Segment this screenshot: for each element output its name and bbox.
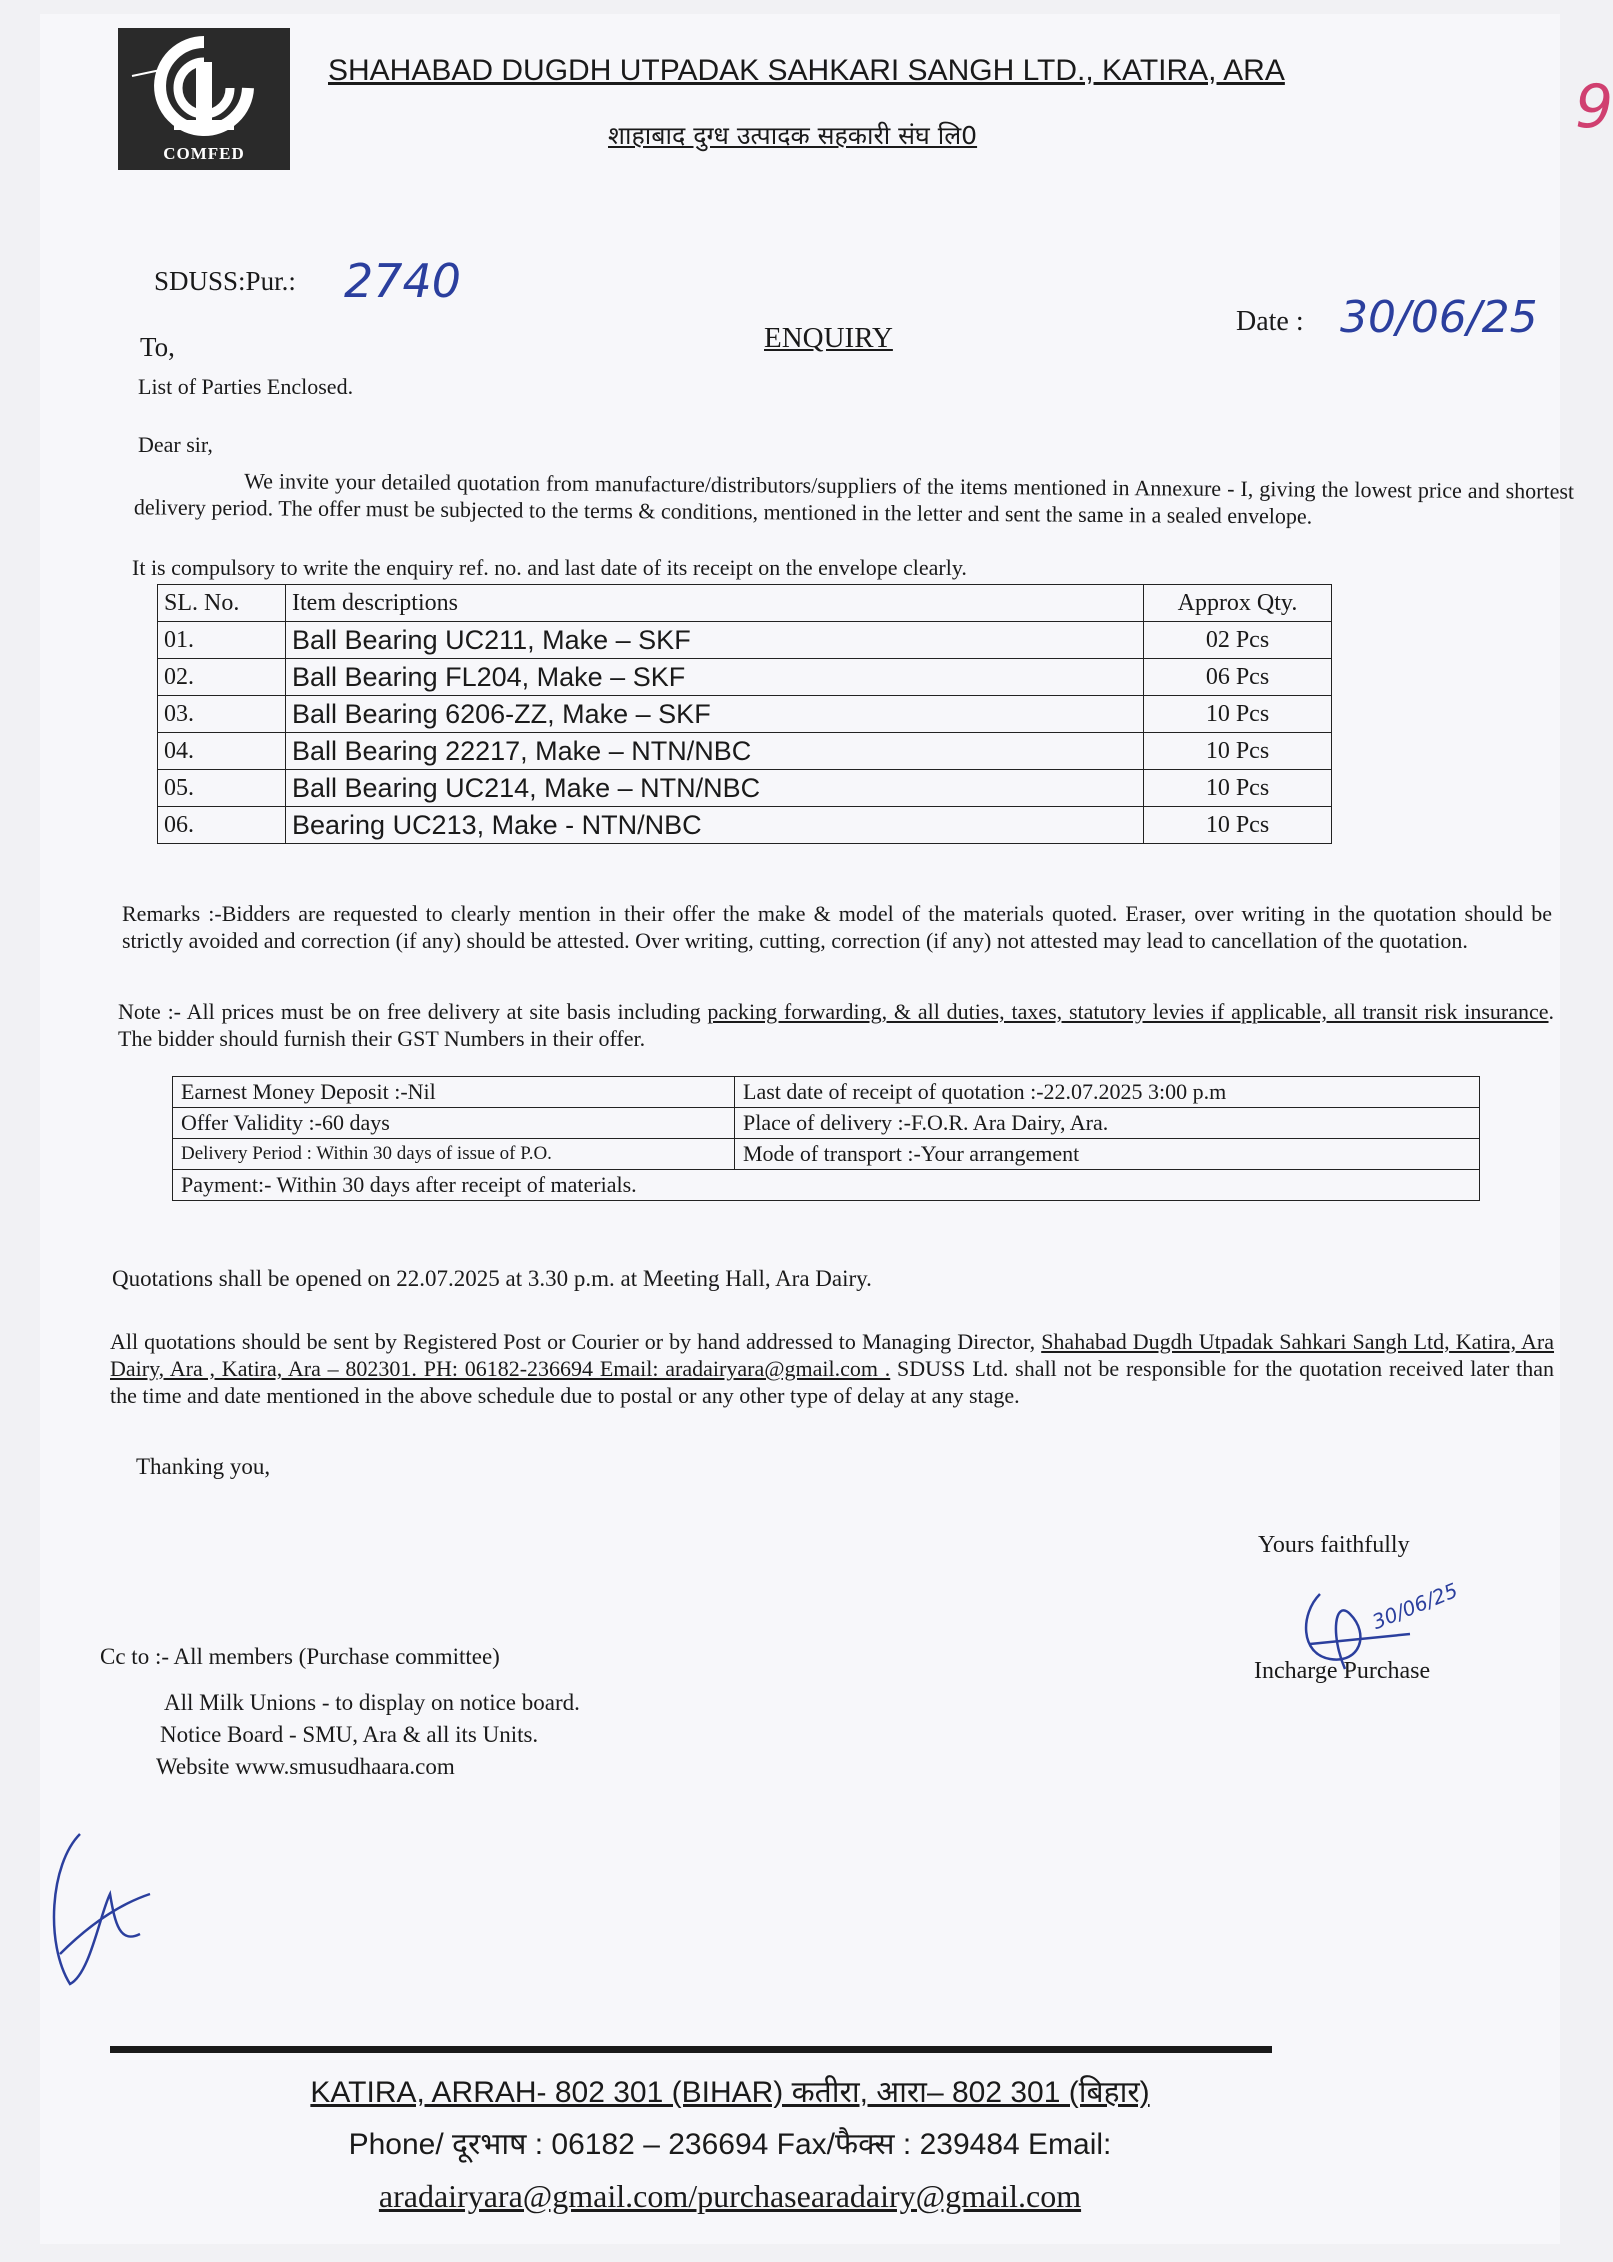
date-label: Date :: [1236, 306, 1304, 337]
row-desc: Ball Bearing FL204, Make – SKF: [286, 659, 1144, 696]
dispatch-paragraph: [110, 1328, 1554, 1409]
header-sl: SL. No.: [158, 585, 286, 622]
dispatch-underlined: Shahabad Dugdh Utpadak Sahkari Sangh Ltd, Katira, Ara Dairy, Ara , Katira, Ara – 802301. PH: 06182-236694 Email: aradairyara@gmail.com .: [110, 1329, 1555, 1381]
margin-signature: [40, 1824, 170, 2004]
row-qty: 02 Pcs: [1144, 622, 1332, 659]
table-row: [158, 807, 1332, 844]
opening-notice: Quotations shall be opened on 22.07.2025 at 3.30 p.m. at Meeting Hall, Ara Dairy.: [112, 1266, 872, 1291]
signature-date: 30/06/25: [1368, 1578, 1462, 1634]
row-qty: 06 Pcs: [1144, 659, 1332, 696]
row-desc: Ball Bearing 6206-ZZ, Make – SKF: [286, 696, 1144, 733]
table-row: [158, 733, 1332, 770]
letter-page: [40, 14, 1613, 2244]
items-header-row: [158, 585, 1332, 622]
row-sl: 03.: [158, 696, 286, 733]
remarks: [122, 900, 1552, 954]
table-row: [158, 770, 1332, 807]
salutation: Dear sir,: [138, 432, 213, 457]
org-name-english: SHAHABAD DUGDH UTPADAK SAHKARI SANGH LTD., KATIRA, ARA: [328, 54, 1285, 87]
cc-lead: Cc to :- All members (Purchase committee): [100, 1644, 500, 1669]
terms-row: [173, 1139, 1480, 1170]
note-text-a: All prices must be on free delivery at site basis including: [186, 999, 708, 1024]
ref-number: 2740: [344, 254, 462, 308]
terms-table: [172, 1076, 1480, 1201]
thanks: Thanking you,: [136, 1454, 271, 1479]
row-qty: 10 Pcs: [1144, 807, 1332, 844]
terms-row: [173, 1170, 1480, 1201]
table-row: [158, 622, 1332, 659]
row-sl: 04.: [158, 733, 286, 770]
intro-paragraph: We invite your detailed quotation from manufacture/distributors/suppliers of the items mentioned in Annexure - I, giving the lowest price and shortest delivery period. The offer must be subjected to the terms & conditions, mentioned in the letter and sent the same in a sealed envelope.: [133, 468, 1575, 529]
org-name-hindi: शाहाबाद दुग्ध उत्पादक सहकारी संघ लि0: [608, 121, 978, 150]
cc-line: Website www.smusudhaara.com: [156, 1754, 455, 1779]
dispatch-text-a: All quotations should be sent by Registered Post or Courier or by hand addressed to Managing Director,: [110, 1329, 1042, 1354]
margin-mark: 9: [1575, 72, 1613, 142]
note-underlined: packing forwarding, & all duties, taxes, statutory levies if applicable, all transit risk insurance: [707, 999, 1549, 1024]
terms-row: [173, 1077, 1480, 1108]
terms-place: Place of delivery :-F.O.R. Ara Dairy, Ara.: [735, 1108, 1480, 1139]
items-table: [157, 584, 1332, 844]
note-text-b: . The bidder should furnish their GST Numbers in their offer.: [118, 999, 1555, 1051]
address-parties: List of Parties Enclosed.: [138, 374, 354, 399]
row-desc: Ball Bearing UC214, Make – NTN/NBC: [286, 770, 1144, 807]
terms-emd: Earnest Money Deposit :-Nil: [173, 1077, 735, 1108]
row-qty: 10 Pcs: [1144, 733, 1332, 770]
row-desc: Ball Bearing 22217, Make – NTN/NBC: [286, 733, 1144, 770]
row-sl: 06.: [158, 807, 286, 844]
terms-transport: Mode of transport :-Your arrangement: [735, 1139, 1480, 1170]
terms-delivery: Delivery Period : Within 30 days of issue of P.O.: [173, 1139, 735, 1170]
terms-last-date: Last date of receipt of quotation :-22.07.2025 3:00 p.m: [735, 1077, 1480, 1108]
remarks-label: Remarks :-: [122, 901, 222, 926]
table-row: [158, 659, 1332, 696]
remarks-text: Bidders are requested to clearly mention in their offer the make & model of the materials quoted. Eraser, over writing in the quotation should be strictly avoided and correction (if any) should be attested. Over writing, cutting, correction (if any) not attested may lead to cancellation of the quotation.: [122, 901, 1552, 953]
terms-row: [173, 1108, 1480, 1139]
table-row: [158, 696, 1332, 733]
header-desc: Item descriptions: [286, 585, 1144, 622]
note-label: Note :-: [118, 999, 182, 1024]
row-sl: 02.: [158, 659, 286, 696]
yours-faithfully: Yours faithfully: [1258, 1532, 1410, 1558]
terms-payment: Payment:- Within 30 days after receipt of materials.: [173, 1170, 1480, 1201]
terms-validity: Offer Validity :-60 days: [173, 1108, 735, 1139]
cc-line: All Milk Unions - to display on notice board.: [164, 1690, 580, 1715]
footer-address: KATIRA, ARRAH- 802 301 (BIHAR) कतीरा, आरा– 802 301 (बिहार): [310, 2076, 1150, 2109]
address-to: To,: [140, 332, 175, 362]
row-qty: 10 Pcs: [1144, 696, 1332, 733]
footer-divider: [110, 2046, 1272, 2053]
dispatch-text-b: SDUSS Ltd. shall not be responsible for the quotation received later than the time and date mentioned in the above schedule due to postal or any other type of delay at any stage.: [110, 1356, 1555, 1408]
row-sl: 05.: [158, 770, 286, 807]
footer-email: aradairyara@gmail.com/purchasearadairy@gmail.com: [378, 2178, 1082, 2214]
compulsory-note: It is compulsory to write the enquiry ref. no. and last date of its receipt on the envelope clearly.: [132, 555, 967, 580]
comfed-logo: [118, 28, 290, 170]
date-value: 30/06/25: [1340, 292, 1538, 343]
row-sl: 01.: [158, 622, 286, 659]
page-title: ENQUIRY: [764, 322, 893, 354]
footer-phone: Phone/ दूरभाष : 06182 – 236694 Fax/फैक्स : 239484 Email:: [348, 2128, 1112, 2161]
logo-text: COMFED: [163, 144, 245, 163]
row-qty: 10 Pcs: [1144, 770, 1332, 807]
row-desc: Ball Bearing UC211, Make – SKF: [286, 622, 1144, 659]
cc-line: Notice Board - SMU, Ara & all its Units.: [160, 1722, 539, 1747]
ref-label: SDUSS:Pur.:: [154, 266, 296, 296]
row-desc: Bearing UC213, Make - NTN/NBC: [286, 807, 1144, 844]
header-qty: Approx Qty.: [1144, 585, 1332, 622]
designation: Incharge Purchase: [1254, 1658, 1431, 1684]
note: [118, 998, 1554, 1052]
